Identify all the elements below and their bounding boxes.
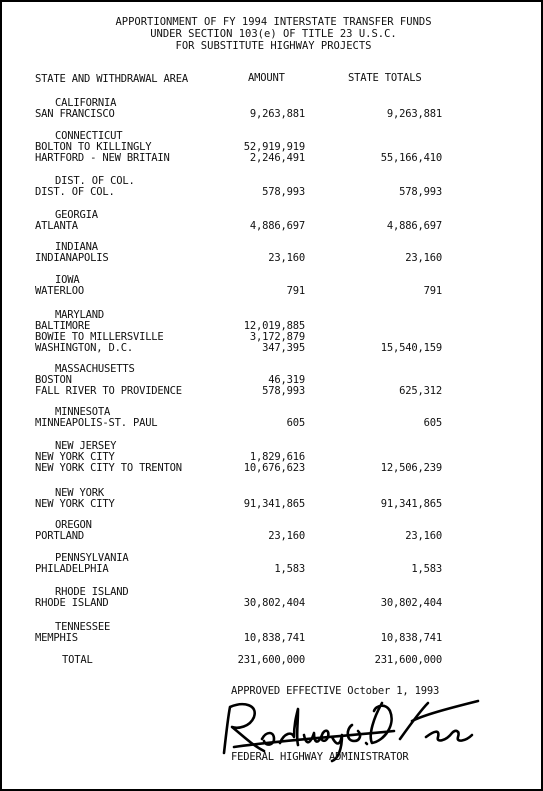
state-total: 12,506,239 — [380, 462, 442, 474]
header-totals: STATE TOTALS — [348, 72, 422, 84]
area-amount: 9,263,881 — [249, 108, 305, 120]
approval-text: APPROVED EFFECTIVE October 1, 1993 — [231, 685, 440, 697]
state-heading: MARYLAND — [55, 309, 104, 321]
withdrawal-area-name: FALL RIVER TO PROVIDENCE — [35, 385, 182, 397]
withdrawal-area-name: SAN FRANCISCO — [35, 108, 115, 120]
area-amount: 1,829,616 — [249, 451, 305, 463]
state-heading: NEW JERSEY — [55, 440, 117, 452]
signatory-title: FEDERAL HIGHWAY ADMINISTRATOR — [231, 751, 409, 763]
state-total: 23,160 — [405, 530, 442, 542]
withdrawal-area-name: BOLTON TO KILLINGLY — [35, 141, 152, 153]
total-state-totals: 231,600,000 — [374, 654, 442, 666]
area-amount: 46,319 — [268, 374, 305, 386]
header-state: STATE AND WITHDRAWAL AREA — [35, 73, 189, 85]
header-amount: AMOUNT — [248, 72, 285, 84]
area-amount: 10,676,623 — [243, 462, 305, 474]
state-total: 23,160 — [405, 252, 442, 264]
state-heading: NEW YORK — [55, 487, 104, 499]
withdrawal-area-name: NEW YORK CITY TO TRENTON — [35, 462, 182, 474]
withdrawal-area-name: MINNEAPOLIS-ST. PAUL — [35, 417, 158, 429]
area-amount: 578,993 — [262, 186, 305, 198]
state-total: 4,886,697 — [386, 220, 442, 232]
state-total: 10,838,741 — [380, 632, 442, 644]
withdrawal-area-name: ATLANTA — [35, 220, 78, 232]
state-total: 91,341,865 — [380, 498, 442, 510]
area-amount: 52,919,919 — [243, 141, 305, 153]
withdrawal-area-name: PHILADELPHIA — [35, 563, 109, 575]
state-heading: RHODE ISLAND — [55, 586, 129, 598]
state-heading: IOWA — [55, 274, 80, 286]
withdrawal-area-name: NEW YORK CITY — [35, 498, 115, 510]
title-line-3: FOR SUBSTITUTE HIGHWAY PROJECTS — [175, 40, 372, 52]
withdrawal-area-name: BOWIE TO MILLERSVILLE — [35, 331, 164, 343]
title-line-2: UNDER SECTION 103(e) OF TITLE 23 U.S.C. — [150, 28, 397, 40]
state-total: 15,540,159 — [380, 342, 442, 354]
state-heading: MASSACHUSETTS — [55, 363, 135, 375]
area-amount: 791 — [286, 285, 305, 297]
area-amount: 12,019,885 — [243, 320, 305, 332]
withdrawal-area-name: BALTIMORE — [35, 320, 91, 332]
area-amount: 4,886,697 — [249, 220, 305, 232]
state-total: 30,802,404 — [380, 597, 442, 609]
withdrawal-area-name: WASHINGTON, D.C. — [35, 342, 133, 354]
withdrawal-area-name: INDIANAPOLIS — [35, 252, 109, 264]
state-total: 791 — [423, 285, 442, 297]
state-heading: TENNESSEE — [55, 621, 111, 633]
state-total: 625,312 — [399, 385, 442, 397]
area-amount: 1,583 — [274, 563, 305, 575]
state-heading: PENNSYLVANIA — [55, 552, 129, 564]
state-heading: CALIFORNIA — [55, 97, 117, 109]
area-amount: 10,838,741 — [243, 632, 305, 644]
area-amount: 30,802,404 — [243, 597, 305, 609]
total-label: TOTAL — [62, 654, 93, 666]
state-total: 9,263,881 — [386, 108, 442, 120]
state-total: 578,993 — [399, 186, 442, 198]
area-amount: 347,395 — [262, 342, 305, 354]
area-amount: 3,172,879 — [249, 331, 305, 343]
title-line-1: APPORTIONMENT OF FY 1994 INTERSTATE TRANSFER FUNDS — [115, 16, 432, 28]
withdrawal-area-name: RHODE ISLAND — [35, 597, 109, 609]
state-heading: DIST. OF COL. — [55, 175, 135, 187]
withdrawal-area-name: BOSTON — [35, 374, 72, 386]
area-amount: 23,160 — [268, 530, 305, 542]
withdrawal-area-name: PORTLAND — [35, 530, 84, 542]
state-total: 605 — [423, 417, 442, 429]
total-amount: 231,600,000 — [237, 654, 305, 666]
state-heading: INDIANA — [55, 241, 98, 253]
withdrawal-area-name: HARTFORD - NEW BRITAIN — [35, 152, 170, 164]
withdrawal-area-name: WATERLOO — [35, 285, 84, 297]
area-amount: 605 — [286, 417, 305, 429]
area-amount: 578,993 — [262, 385, 305, 397]
state-heading: CONNECTICUT — [55, 130, 123, 142]
withdrawal-area-name: NEW YORK CITY — [35, 451, 115, 463]
area-amount: 2,246,491 — [249, 152, 305, 164]
area-amount: 23,160 — [268, 252, 305, 264]
state-total: 1,583 — [411, 563, 442, 575]
state-heading: MINNESOTA — [55, 406, 111, 418]
area-amount: 91,341,865 — [243, 498, 305, 510]
withdrawal-area-name: MEMPHIS — [35, 632, 78, 644]
state-total: 55,166,410 — [380, 152, 442, 164]
state-heading: GEORGIA — [55, 209, 98, 221]
withdrawal-area-name: DIST. OF COL. — [35, 186, 115, 198]
state-heading: OREGON — [55, 519, 92, 531]
